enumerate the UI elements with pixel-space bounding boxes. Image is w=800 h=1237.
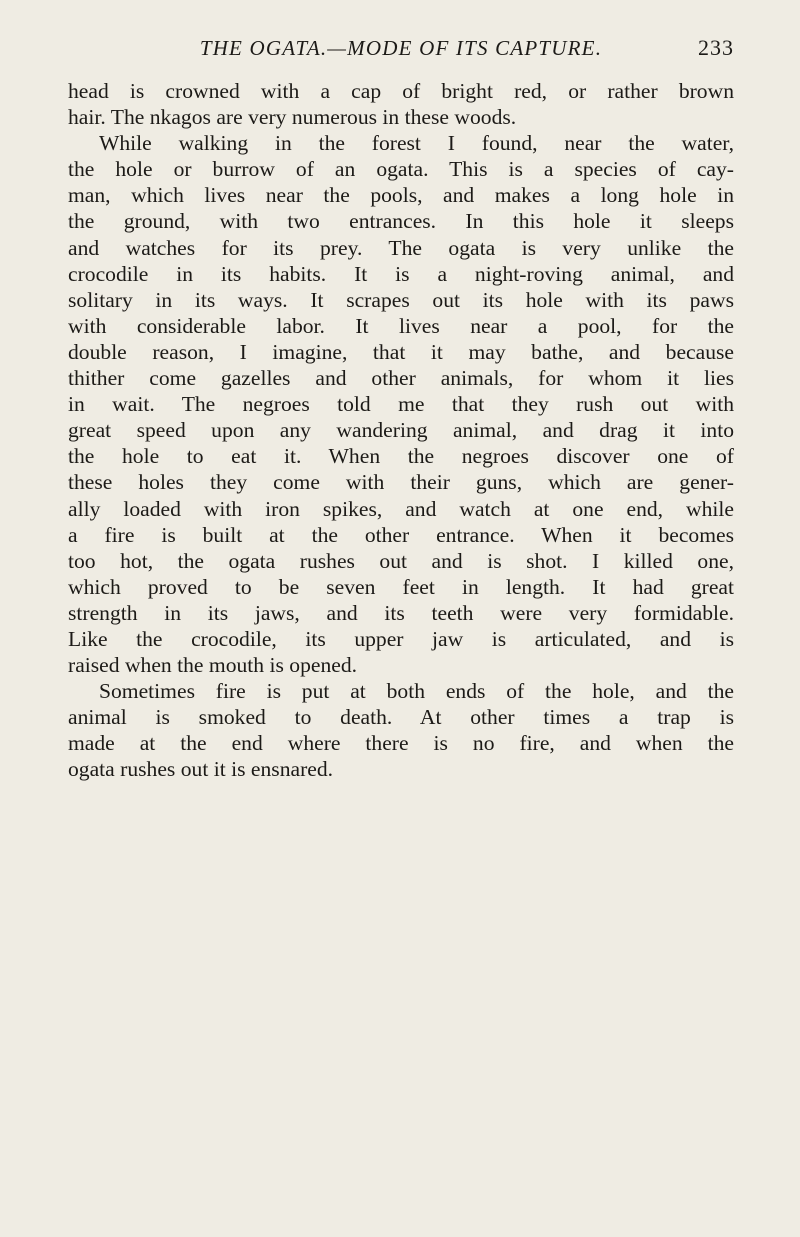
text-line: these holes they come with their guns, which are gener-	[68, 470, 734, 495]
text-line: thither come gazelles and other animals, for whom it lies	[68, 366, 734, 391]
text-line: double reason, I imagine, that it may bathe, and because	[68, 339, 734, 364]
paragraph-smoked-to-death	[68, 678, 734, 782]
text-line: in wait. The negroes told me that they rush out with	[68, 392, 734, 417]
running-title: THE OGATA.—MODE OF ITS CAPTURE.	[199, 36, 603, 60]
text-line: and watches for its prey. The ogata is very unlike the	[68, 235, 734, 260]
text-line: Like the crocodile, its upper jaw is articulated, and is	[68, 626, 734, 651]
body-text	[68, 78, 734, 783]
text-line: head is crowned with a cap of bright red, or rather brown	[68, 79, 734, 103]
page-number: 233	[698, 35, 734, 60]
text-line: man, which lives near the pools, and makes a long hole in	[68, 183, 734, 208]
text-line: solitary in its ways. It scrapes out its hole with its paws	[68, 287, 734, 312]
text-line: raised when the mouth is opened.	[68, 653, 358, 678]
text-line: with considerable labor. It lives near a pool, for the	[68, 313, 734, 338]
paragraph-ogata-burrow	[68, 130, 734, 678]
text-line: the ground, with two entrances. In this hole it sleeps	[68, 209, 734, 234]
text-line: the hole or burrow of an ogata. This is a species of cay-	[68, 157, 734, 182]
text-line: animal is smoked to death. At other times a trap is	[68, 705, 734, 730]
text-line: ally loaded with iron spikes, and watch at one end, while	[68, 496, 734, 521]
text-line: the hole to eat it. When the negroes discover one of	[68, 444, 734, 469]
text-line: While walking in the forest I found, near the water,	[99, 131, 734, 156]
text-line: made at the end where there is no fire, and when the	[68, 731, 734, 756]
text-line: Sometimes fire is put at both ends of the hole, and the	[99, 679, 734, 704]
running-head	[68, 34, 734, 62]
text-line: a fire is built at the other entrance. When it becomes	[68, 522, 734, 547]
text-line: which proved to be seven feet in length. It had great	[68, 574, 734, 599]
text-line: ogata rushes out it is ensnared.	[68, 757, 334, 782]
text-line: strength in its jaws, and its teeth were very formidable.	[68, 600, 734, 625]
text-line: hair. The nkagos are very numerous in these woods.	[68, 105, 517, 130]
paragraph-continued	[68, 78, 734, 130]
text-line: too hot, the ogata rushes out and is shot. I killed one,	[68, 548, 734, 573]
text-line: crocodile in its habits. It is a night-roving animal, and	[68, 261, 734, 286]
text-line: great speed upon any wandering animal, and drag it into	[68, 418, 734, 443]
